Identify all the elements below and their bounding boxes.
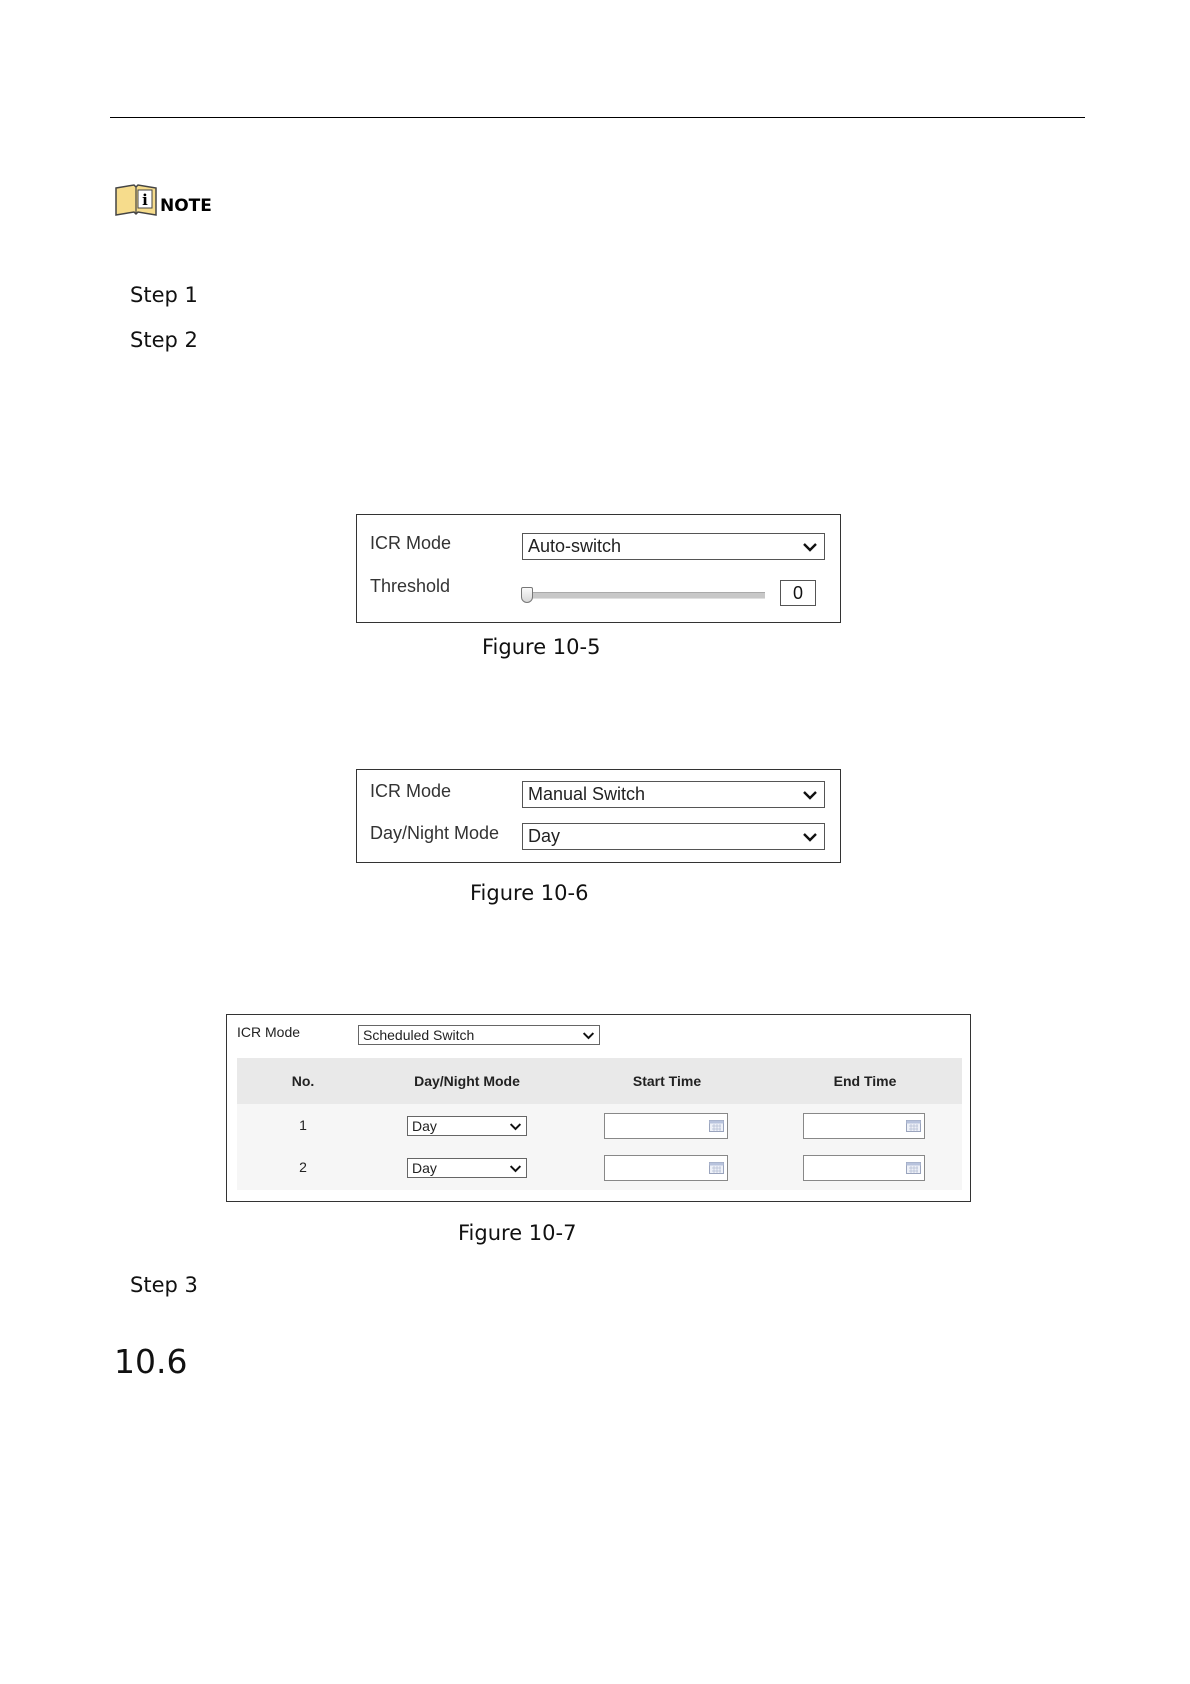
end-time-field[interactable] [803, 1113, 925, 1139]
end-time-field[interactable] [803, 1155, 925, 1181]
threshold-slider-track[interactable] [525, 592, 765, 599]
header-rule [110, 117, 1085, 118]
icr-mode-select[interactable] [358, 1025, 600, 1045]
chevron-down-icon [509, 1120, 522, 1133]
figure-10-7-panel [226, 1014, 971, 1202]
chevron-down-icon [509, 1162, 522, 1175]
figure-10-6-caption: Figure 10-6 [470, 881, 589, 905]
icr-mode-value: Scheduled Switch [363, 1027, 475, 1043]
step-3: Step 3 [130, 1273, 198, 1297]
schedule-table-body [237, 1104, 962, 1190]
chevron-down-icon [802, 539, 818, 555]
step-1: Step 1 [130, 283, 198, 307]
icr-mode-value: Auto-switch [528, 536, 622, 556]
schedule-table-header [237, 1058, 962, 1104]
icr-mode-label: ICR Mode [237, 1024, 301, 1040]
calendar-icon[interactable] [709, 1120, 724, 1132]
start-time-field[interactable] [604, 1155, 728, 1181]
figure-10-5-caption: Figure 10-5 [482, 635, 601, 659]
day-night-mode-select[interactable] [522, 823, 825, 850]
threshold-slider-handle[interactable] [521, 587, 533, 603]
icr-mode-select[interactable] [522, 533, 825, 560]
note-label: NOTE [160, 196, 212, 216]
day-night-mode-label: Day/Night Mode [370, 823, 500, 843]
col-header-day-night-mode: Day/Night Mode [414, 1073, 520, 1089]
calendar-icon[interactable] [906, 1162, 921, 1174]
day-night-mode-select[interactable] [407, 1116, 527, 1136]
row-number: 2 [299, 1159, 307, 1175]
calendar-icon[interactable] [906, 1120, 921, 1132]
section-number: 10.6 [114, 1342, 188, 1381]
note-heading [114, 182, 212, 218]
figure-10-5-panel [356, 514, 841, 623]
chevron-down-icon [582, 1029, 595, 1042]
icr-mode-select[interactable] [522, 781, 825, 808]
day-night-mode-value: Day [412, 1160, 437, 1176]
table-row [237, 1147, 962, 1190]
col-header-start-time: Start Time [632, 1073, 702, 1089]
chevron-down-icon [802, 829, 818, 845]
row-number: 1 [299, 1117, 307, 1133]
start-time-field[interactable] [604, 1113, 728, 1139]
icr-mode-label: ICR Mode [370, 533, 452, 553]
threshold-label: Threshold [370, 576, 451, 596]
calendar-icon[interactable] [709, 1162, 724, 1174]
col-header-end-time: End Time [833, 1073, 897, 1089]
icr-mode-label: ICR Mode [370, 781, 452, 801]
chevron-down-icon [802, 787, 818, 803]
step-2: Step 2 [130, 328, 198, 352]
col-header-no: No. [291, 1073, 315, 1089]
day-night-mode-select[interactable] [407, 1158, 527, 1178]
svg-text:i: i [142, 191, 148, 209]
day-night-mode-value: Day [528, 826, 561, 846]
threshold-value-field[interactable]: 0 [780, 580, 816, 606]
icr-mode-value: Manual Switch [528, 784, 646, 804]
note-book-info-icon [114, 182, 158, 218]
table-row [237, 1104, 962, 1147]
figure-10-6-panel [356, 769, 841, 863]
figure-10-7-caption: Figure 10-7 [458, 1221, 577, 1245]
day-night-mode-value: Day [412, 1118, 437, 1134]
